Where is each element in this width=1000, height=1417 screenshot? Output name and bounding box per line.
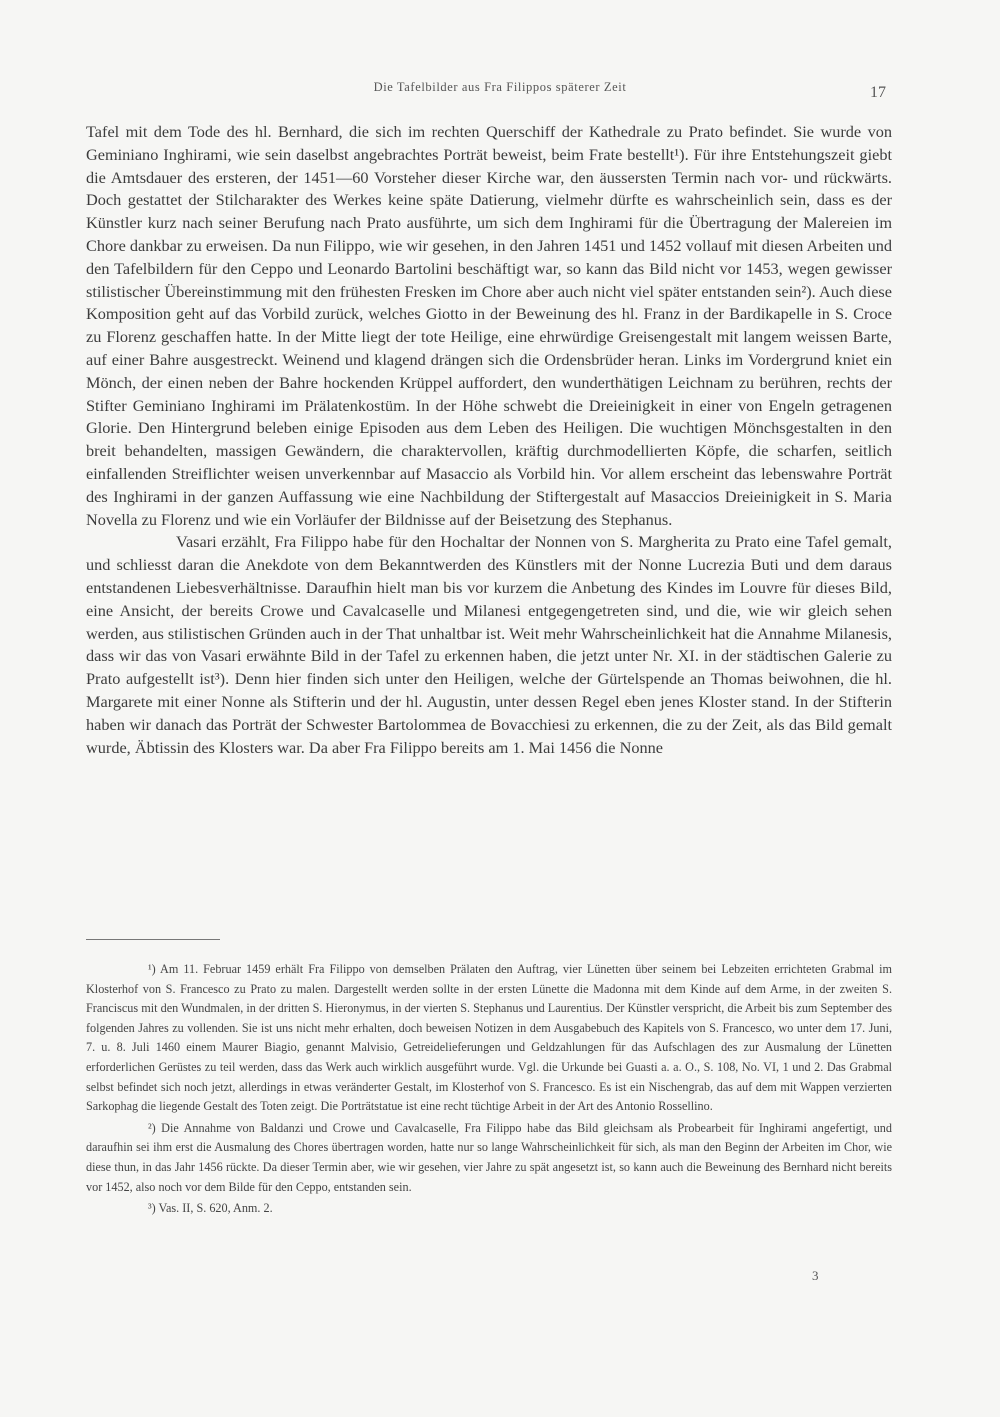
footnote: ³) Vas. II, S. 620, Anm. 2. [148,1201,273,1216]
paragraph: Tafel mit dem Tode des hl. Bernhard, die sich im rechten Querschiff der Kathedrale zu Prato befindet. Sie wurde von Geminiano Inghirami, wie sein daselbst angebrachtes Porträt beweist, beim Frate bestellt¹). Für ihre Entstehungszeit giebt die Amtsdauer des ersteren, der 1451—60 Vorsteher dieser Kirche war, den äussersten Termin nach vor- und rückwärts. Doch gestattet der Stilcharakter des Werkes keine späte Datierung, vielmehr dürfte es wahrscheinlich sein, dass es der Künstler kurz nach seiner Berufung nach Prato ausführte, um sich dem Inghirami für die Übertragung der Malereien im Chore dankbar zu erweisen. Da nun Filippo, wie wir gesehen, in den Jahren 1451 und 1452 vollauf mit diesen Arbeiten und den Tafelbildern für den Ceppo und Leonardo Bartolini beschäftigt war, so kann das Bild nicht vor 1453, wegen gewisser stilistischer Übereinstimmung mit den frühesten Fresken im Chore aber auch nicht viel später entstanden sein²). Auch diese Komposition geht auf das Vorbild zurück, welches Giotto in der Beweinung des hl. Franz in der Bardikapelle in S. Croce zu Florenz geschaffen hatte. In der Mitte liegt der tote Heilige, eine ehrwürdige Greisengestalt mit langem weissen Barte, auf einer Bahre ausgestreckt. Weinend und klagend drängen sich die Ordensbrüder heran. Links im Vordergrund kniet ein Mönch, der einen neben der Bahre hockenden Krüppel auffordert, den wunderthätigen Leichnam zu berühren, rechts der Stifter Geminiano Inghirami im Prälatenkostüm. In der Höhe schwebt die Dreieinigkeit in einer von Engeln getragenen Glorie. Den Hintergrund beleben einige Episoden aus dem Leben des Heiligen. Die wuchtigen Mönchsgestalten in den breit behandelten, massigen Gewändern, die charaktervollen, kräftig durchmodellierten Köpfe, die scharfen, seitlich einfallenden Streiflichter weisen unverkennbar auf Masaccio als Vorbild hin. Vor allem erscheint das lebenswahre Porträt des Inghirami in der ganzen Auffassung wie eine Nachbildung der Stiftergestalt auf Masaccios Dreieinigkeit in S. Maria Novella zu Florenz und wie ein Vorläufer der Bildnisse auf der Beisetzung des Stephanus. [86,122,892,529]
footnote: ¹) Am 11. Februar 1459 erhält Fra Filippo von demselben Prälaten den Auftrag, vier Lünetten über seinem bei Lebzeiten errichteten Grabmal im Klosterhof von S. Francesco zu Prato zu malen. Dargestellt werden sollte in der ersten Lünette die Madonna mit dem Kinde auf dem Arme, in der zweiten S. Franciscus mit den Wundmalen, in der dritten S. Hieronymus, in der vierten S. Stephanus und Laurentius. Der Künstler verspricht, die Arbeit bis zum September des folgenden Jahres zu vollenden. Sie ist uns nicht mehr erhalten, doch beweisen Notizen in dem Ausgabebuch des Kapitels von S. Francesco, wo unter dem 17. Juni, 7. u. 8. Juli 1460 einem Maurer Biagio, genannt Malvisio, Getreidelieferungen und Geldzahlungen für das Aufschlagen des zur Ausmalung der Lünetten erforderlichen Gerüstes zu teil werden, dass das Werk auch wirklich ausgeführt wurde. Vgl. die Urkunde bei Guasti a. a. O., S. 108, No. VI, 1 und 2. Das Grabmal selbst befindet sich noch jetzt, allerdings in etwas veränderter Gestalt, im Klosterhof von S. Francesco. Es ist ein Nischengrab, das auf dem mit Wappen verzierten Sarkophag die liegende Gestalt des Toten zeigt. Die Porträtstatue ist eine recht tüchtige Arbeit in der Art des Antonio Rossellino. [86,962,892,1114]
footnote-divider [86,939,220,940]
printer-signature: 3 [812,1268,819,1283]
footnotes [86,960,892,1221]
running-title: Die Tafelbilder aus Fra Filippos späterer Zeit [373,80,627,94]
main-text [86,121,892,759]
paragraph: Vasari erzählt, Fra Filippo habe für den Hochaltar der Nonnen von S. Margherita zu Prato eine Tafel gemalt, und schliesst daran die Anekdote von dem Bekanntwerden des Künstlers mit der Nonne Lucrezia Buti und dem daraus entstandenen Liebesverhältnisse. Daraufhin hielt man bis vor kurzem die Anbetung des Kindes im Louvre für dieses Bild, eine Ansicht, der bereits Crowe und Cavalcaselle und Milanesi entgegengetreten sind, und die, wie wir gleich sehen werden, aus stilistischen Gründen auch in der That unhaltbar ist. Weit mehr Wahrscheinlichkeit hat die Annahme Milanesis, dass wir das von Vasari erwähnte Bild in der Tafel zu erkennen haben, die jetzt unter Nr. XI. in der städtischen Galerie zu Prato aufgestellt ist³). Denn hier finden sich unter den Heiligen, welche der Gürtelspende an Thomas beiwohnen, die hl. Margarete mit einer Nonne als Stifterin und der hl. Augustin, unter dessen Regel eben jenes Kloster stand. In der Stifterin haben wir danach das Porträt der Schwester Bartolommea de Bovacchiesi zu erkennen, die zu der Zeit, als das Bild gemalt wurde, Äbtissin des Klosters war. Da aber Fra Filippo bereits am 1. Mai 1456 die Nonne [86,532,892,757]
page-number: 17 [870,84,886,101]
footnote: ²) Die Annahme von Baldanzi und Crowe und Cavalcaselle, Fra Filippo habe das Bild gleichsam als Probearbeit für Inghirami angefertigt, und daraufhin sei ihm erst die Ausmalung des Chores übertragen worden, hatte nur so lange Wahrscheinlichkeit für sich, als man den Beginn der Arbeiten im Chor, wie diese thun, in das Jahr 1456 rückte. Da dieser Termin aber, wie wir gesehen, vier Jahre zu spät angesetzt ist, so kann auch die Beweinung des Bernhard nicht bereits vor 1452, also noch vor dem Bilde für den Ceppo, entstanden sein. [86,1120,892,1194]
